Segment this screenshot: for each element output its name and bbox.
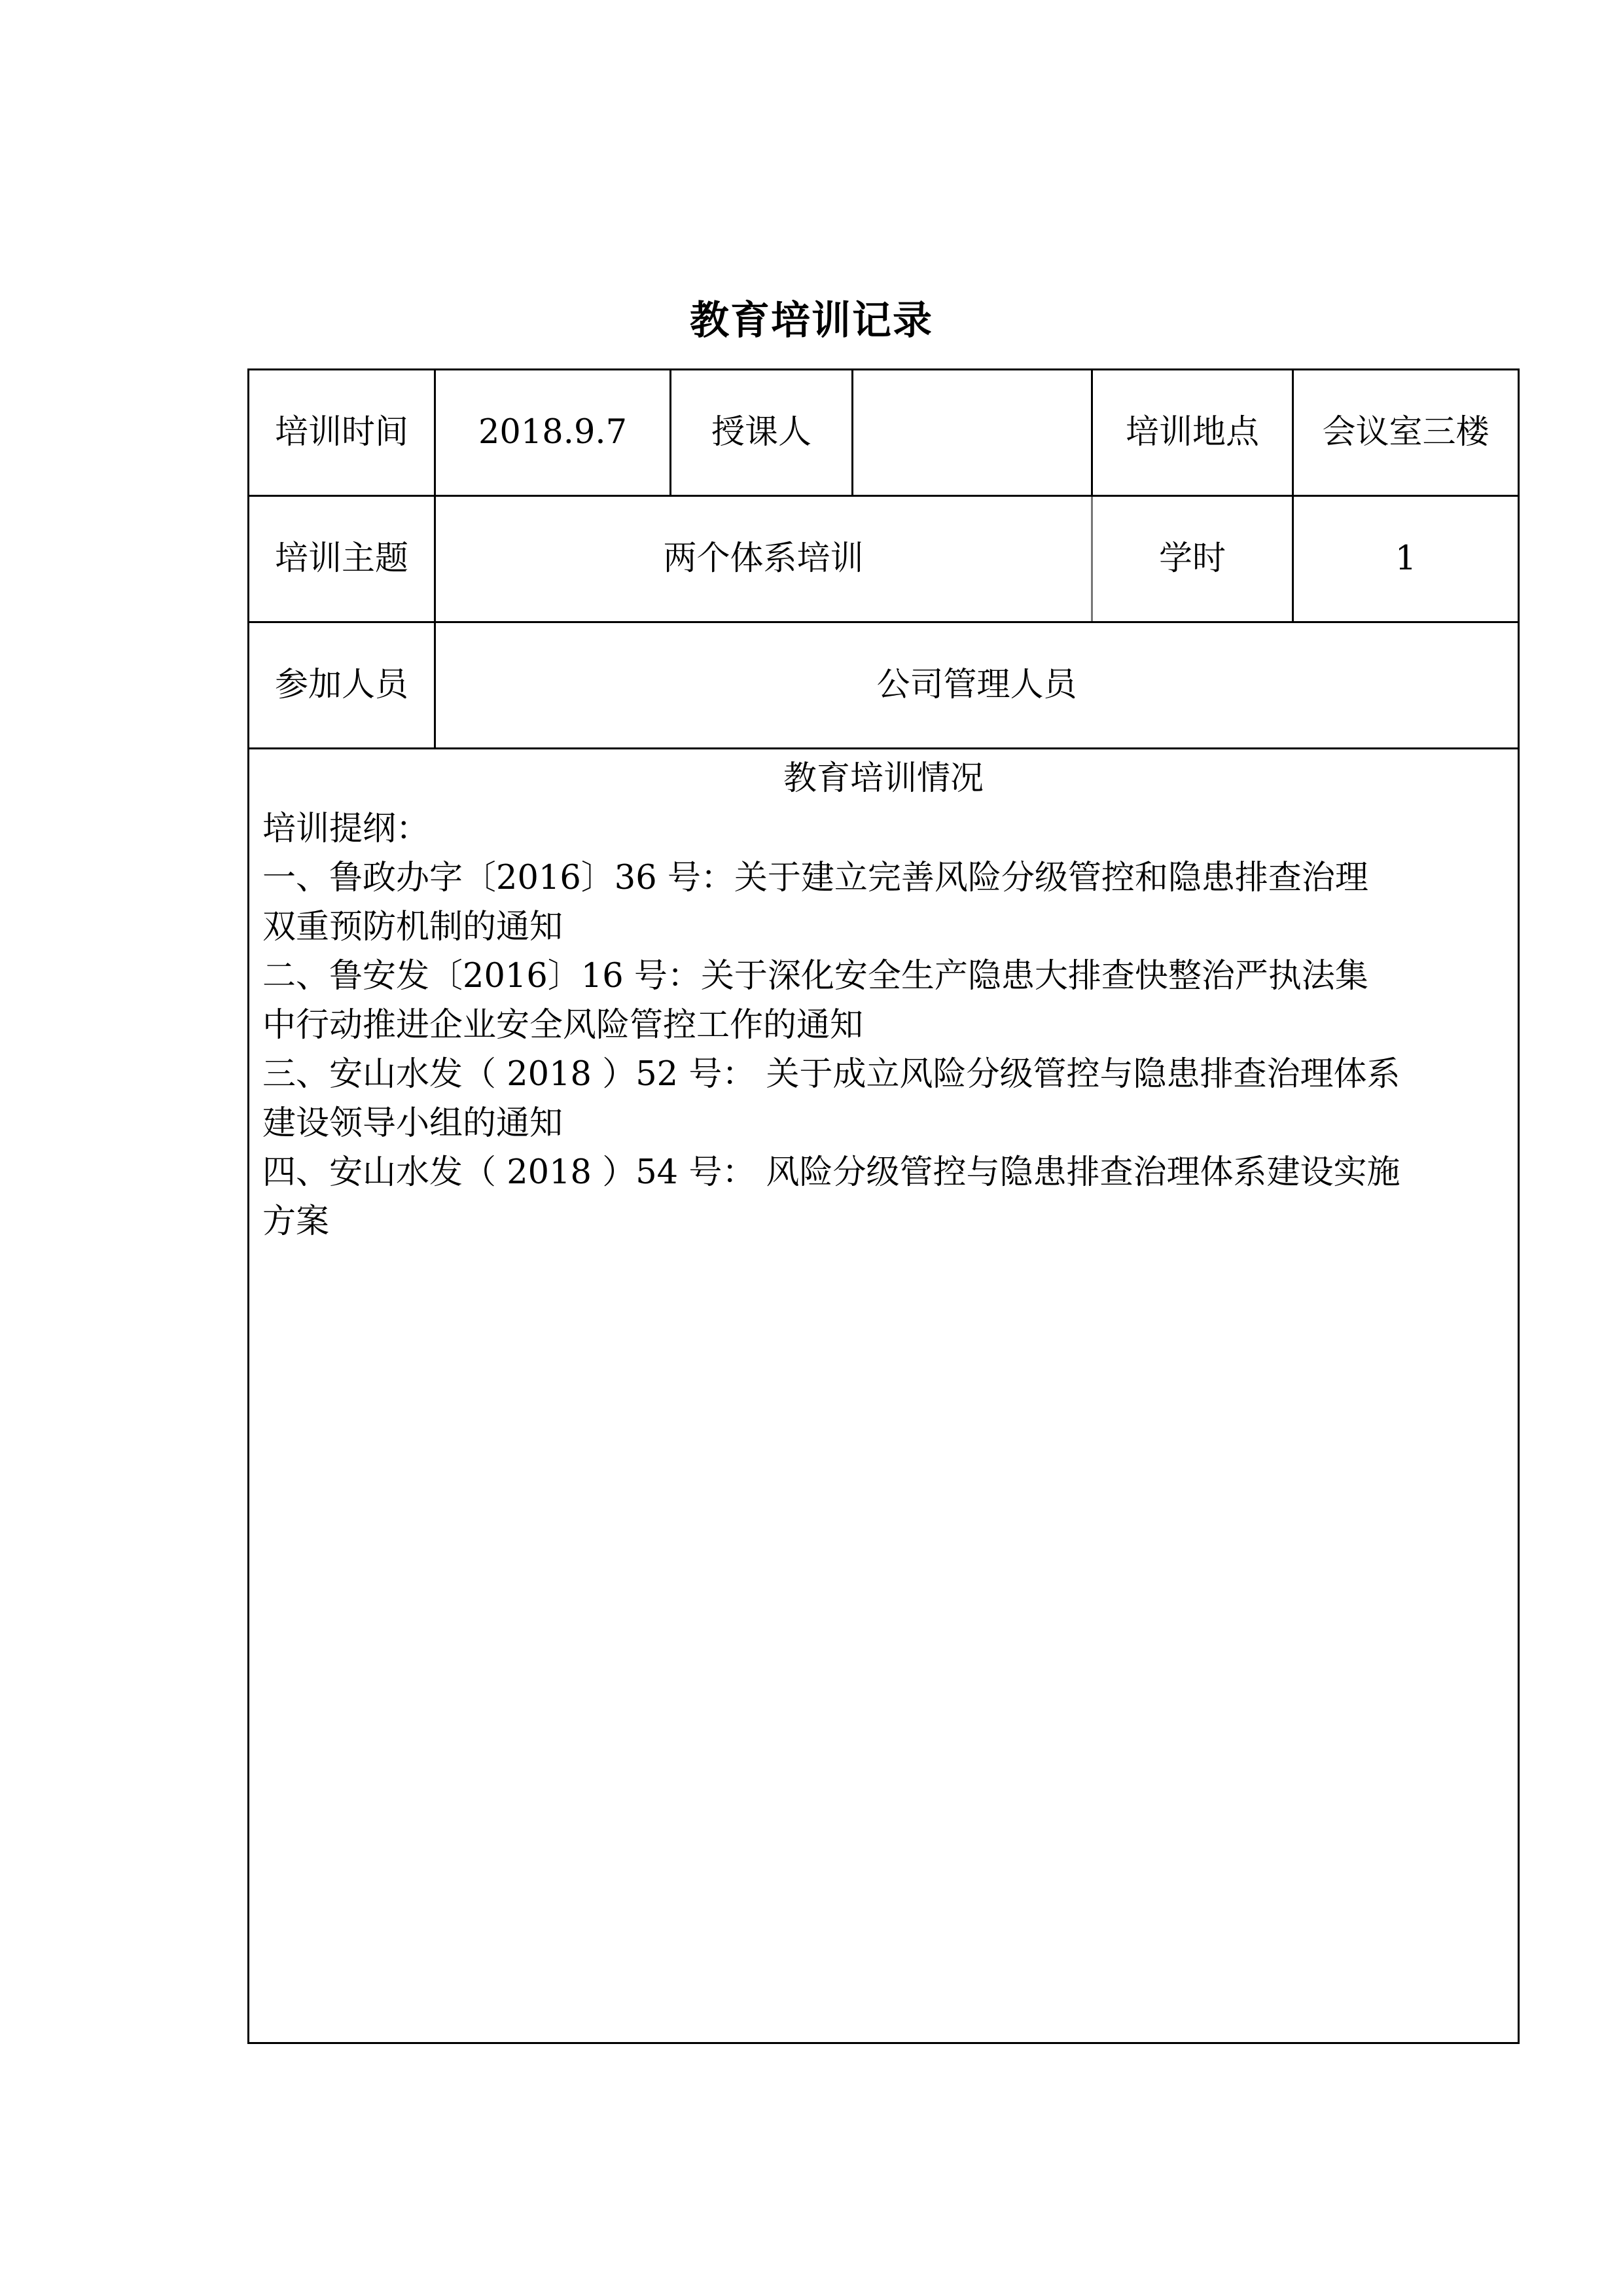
label-hours: 学时 [1092, 496, 1293, 622]
outline-line: 方案 [262, 1202, 330, 1241]
training-outline [262, 804, 1505, 1246]
training-details-cell [249, 749, 1519, 2043]
outline-line: 二、鲁安发〔2016〕16 号：关于深化安全生产隐患大排查快整治严执法集 [262, 957, 1368, 996]
training-location-value: 会议室三楼 [1293, 370, 1519, 496]
outline-line: 一、鲁政办字〔2016〕36 号：关于建立完善风险分级管控和隐患排查治理 [262, 859, 1368, 897]
outline-label: 培训提纲： [262, 810, 430, 848]
label-training-location: 培训地点 [1092, 370, 1293, 496]
lecturer-value [853, 370, 1092, 496]
table-row-details [249, 749, 1519, 2043]
outline-line: 四、安山水发（ 2018 ）54 号： 风险分级管控与隐患排查治理体系建设实施 [262, 1153, 1400, 1192]
label-lecturer: 授课人 [671, 370, 853, 496]
label-training-time: 培训时间 [249, 370, 435, 496]
training-details-heading: 教育培训情况 [783, 759, 984, 798]
training-time-value: 2018.9.7 [435, 370, 671, 496]
outline-line: 三、安山水发（ 2018 ）52 号： 关于成立风险分级管控与隐患排查治理体系 [262, 1055, 1400, 1094]
outline-line: 中行动推进企业安全风险管控工作的通知 [262, 1006, 864, 1045]
label-participants: 参加人员 [249, 622, 435, 749]
training-record-table [247, 368, 1520, 2044]
document-title: 教育培训记录 [690, 298, 933, 344]
table-row-participants [249, 622, 1519, 749]
training-topic-value: 两个体系培训 [435, 496, 1092, 622]
label-training-topic: 培训主题 [249, 496, 435, 622]
outline-line: 建设领导小组的通知 [262, 1104, 563, 1143]
table-row-time [249, 370, 1519, 496]
participants-value: 公司管理人员 [435, 622, 1519, 749]
outline-line: 双重预防机制的通知 [262, 908, 563, 946]
hours-value: 1 [1293, 496, 1519, 622]
table-row-topic [249, 496, 1519, 622]
